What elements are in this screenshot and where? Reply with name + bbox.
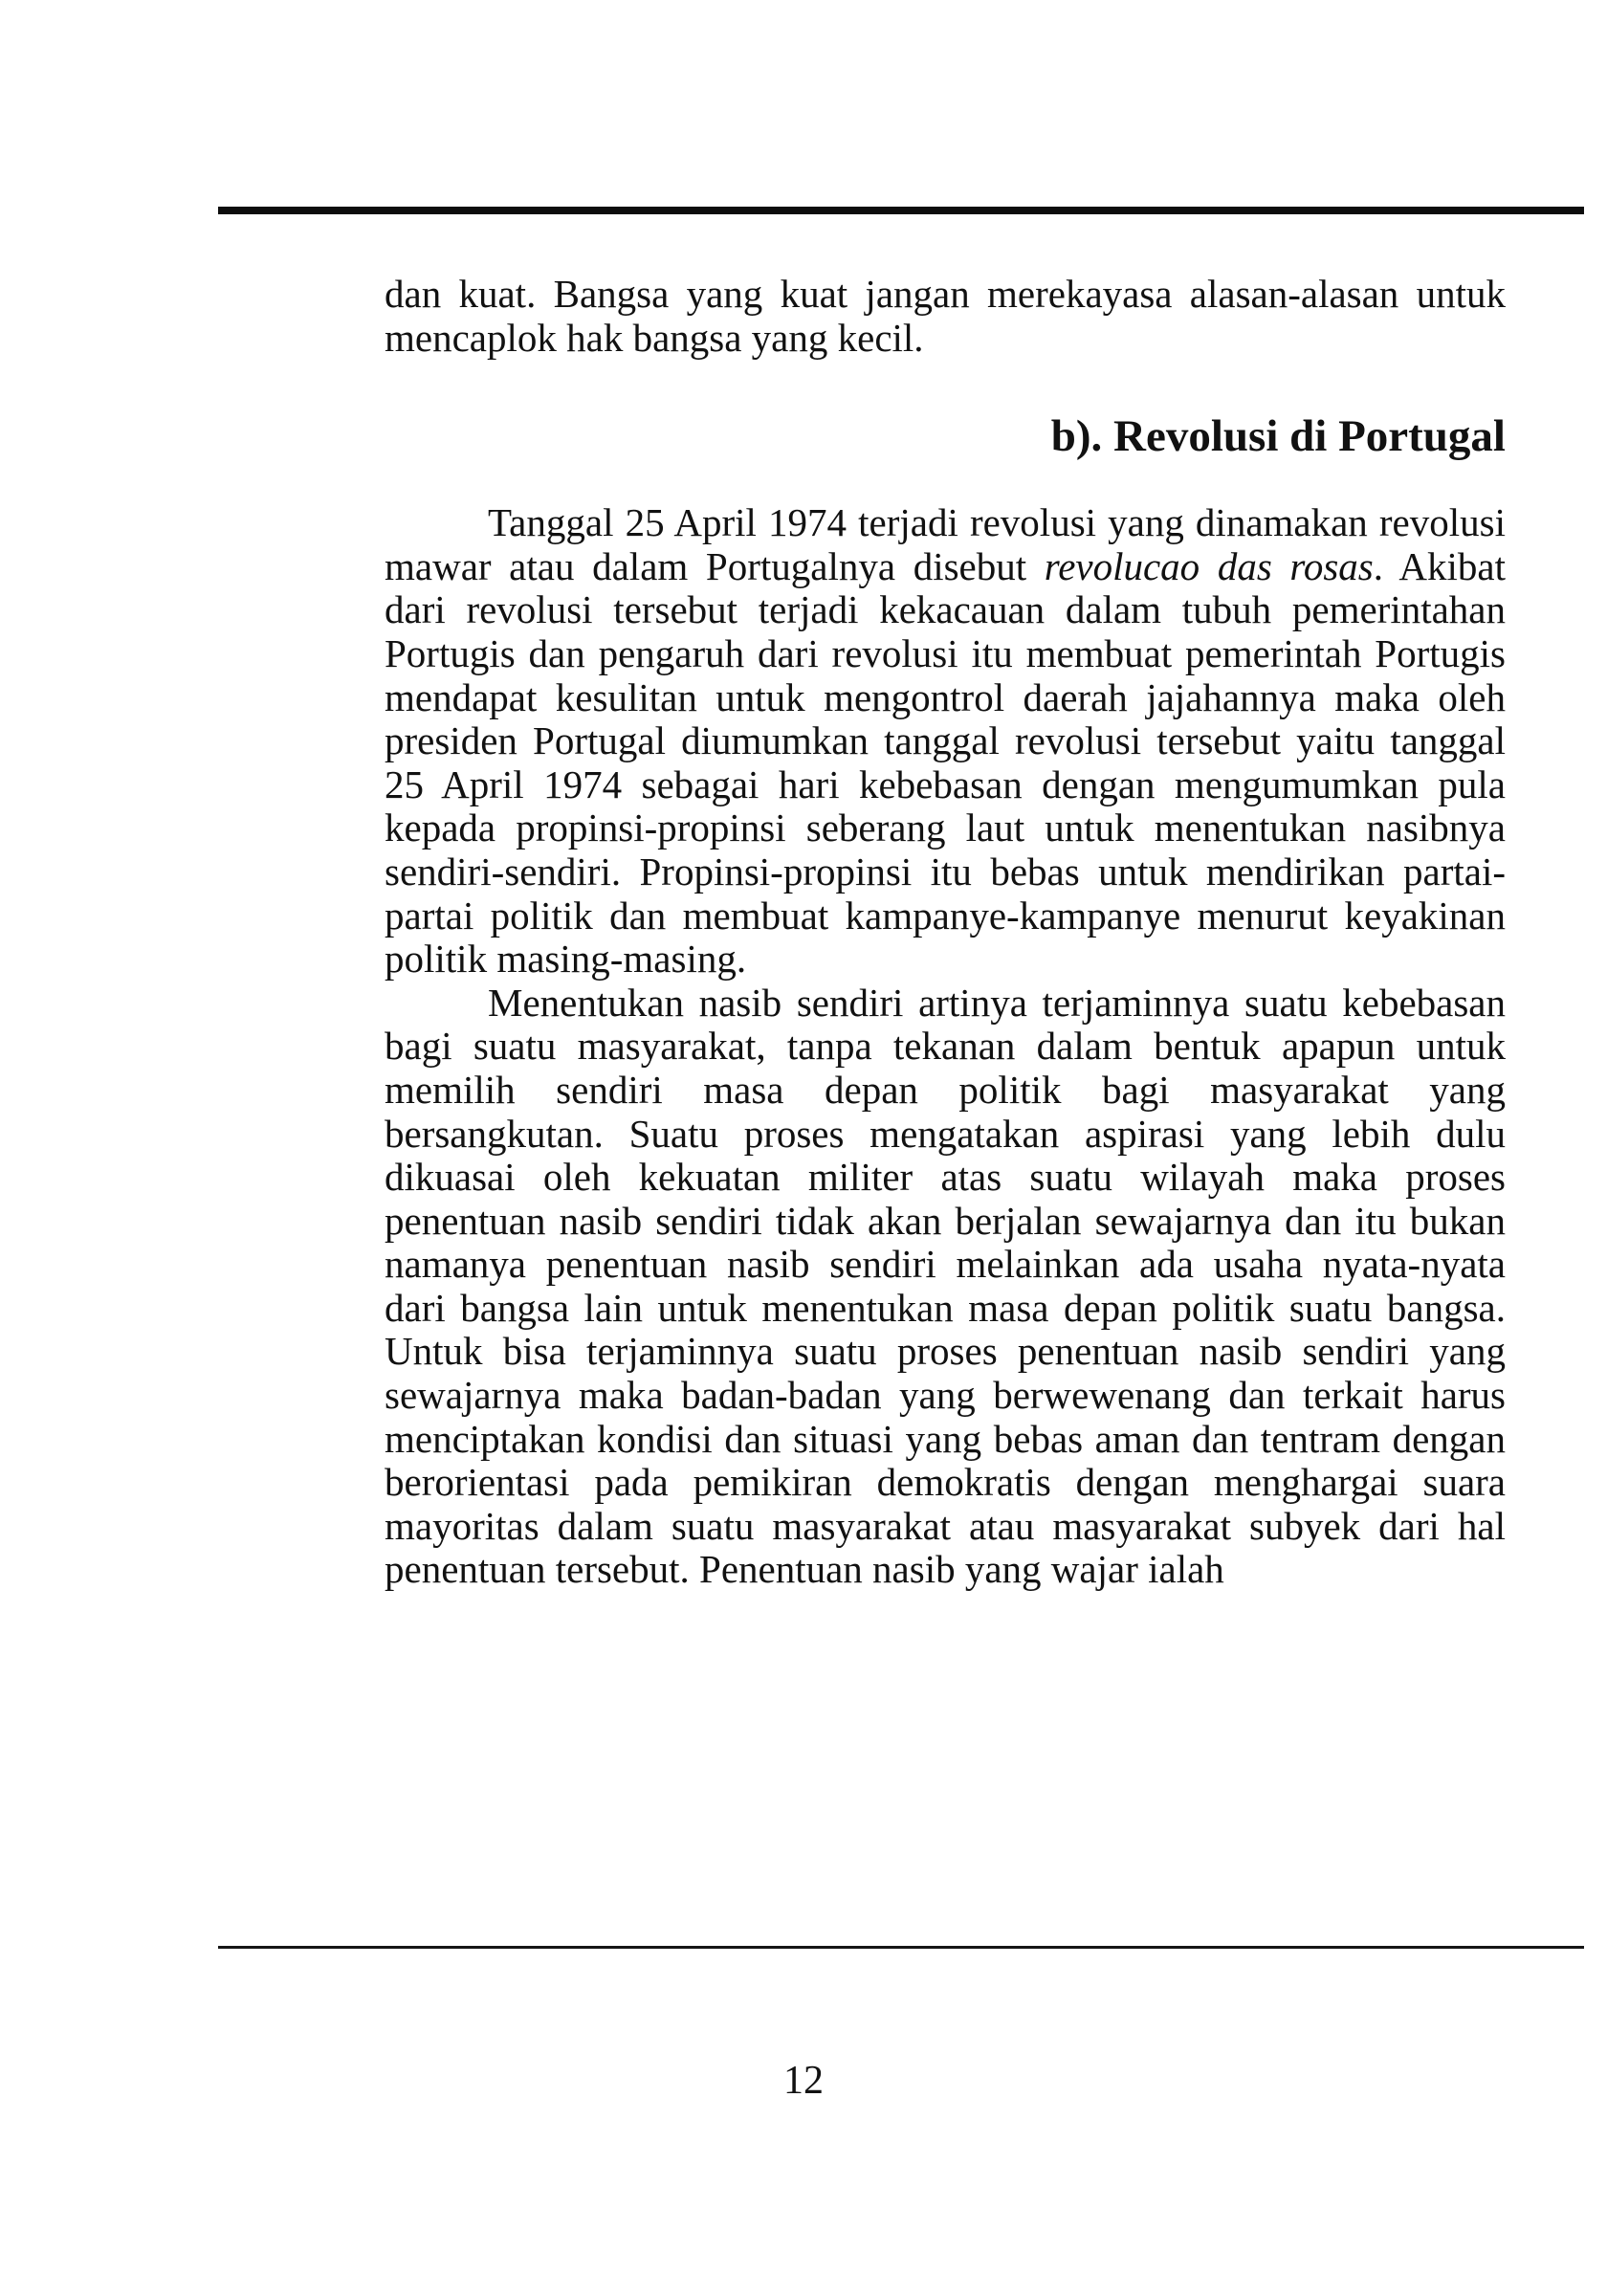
paragraph-1-text-end: . Akibat dari revolusi tersebut terjadi kekacauan dalam tubuh pemerintahan Portugis dan pengaruh dari revolusi itu membuat pemerintah Portugis mendapat kesulitan untuk mengontrol daerah jajahannya maka oleh presiden Portugal diumumkan tanggal revolusi tersebut yaitu tanggal 25 April 1974 sebagai hari kebebasan dengan mengumumkan pula kepada propinsi-propinsi seberang laut untuk menentukan nasibnya sendiri-sendiri. Propinsi-propinsi itu bebas untuk mendirikan partai-partai politik dan membuat kampanye-kampanye menurut keyakinan politik masing-masing.	[385, 543, 1506, 982]
paragraph-1-text-start: Tanggal 25 April 1974 terjadi revolusi yang dinamakan revolusi mawar atau dalam Portugalnya disebut	[385, 500, 1506, 588]
paragraph-revolusi-mawar	[385, 501, 1506, 982]
page-body	[385, 273, 1506, 1592]
paragraph-nasib-sendiri: Menentukan nasib sendiri artinya terjaminnya suatu kebebasan bagi suatu masyarakat, tanpa tekanan dalam bentuk apapun untuk memilih sendiri masa depan politik bagi masyarakat yang bersangkutan. Suatu proses mengatakan aspirasi yang lebih dulu dikuasai oleh kekuatan militer atas suatu wilayah maka proses penentuan nasib sendiri tidak akan berjalan sewajarnya dan itu bukan namanya penentuan nasib sendiri melainkan ada usaha nyata-nyata dari bangsa lain untuk menentukan masa depan politik suatu bangsa. Untuk bisa terjaminnya suatu proses penentuan nasib sendiri yang sewajarnya maka badan-badan yang berwewenang dan terkait harus menciptakan kondisi dan situasi yang bebas aman dan tentram dengan berorientasi pada pemikiran demokratis dengan menghargai suara mayoritas dalam suatu masyarakat atau masyarakat subyek dari hal penentuan tersebut. Penentuan nasib yang wajar ialah	[385, 980, 1506, 1592]
section-heading: b). Revolusi di Portugal	[1050, 411, 1506, 462]
bottom-rule	[218, 1946, 1584, 1949]
top-rule	[218, 207, 1584, 214]
italic-term: revolucao das rosas	[1044, 543, 1374, 588]
intro-paragraph: dan kuat. Bangsa yang kuat jangan merekayasa alasan-alasan untuk mencaplok hak bangsa yang kecil.	[385, 272, 1506, 360]
page-number: 12	[783, 2059, 824, 2103]
